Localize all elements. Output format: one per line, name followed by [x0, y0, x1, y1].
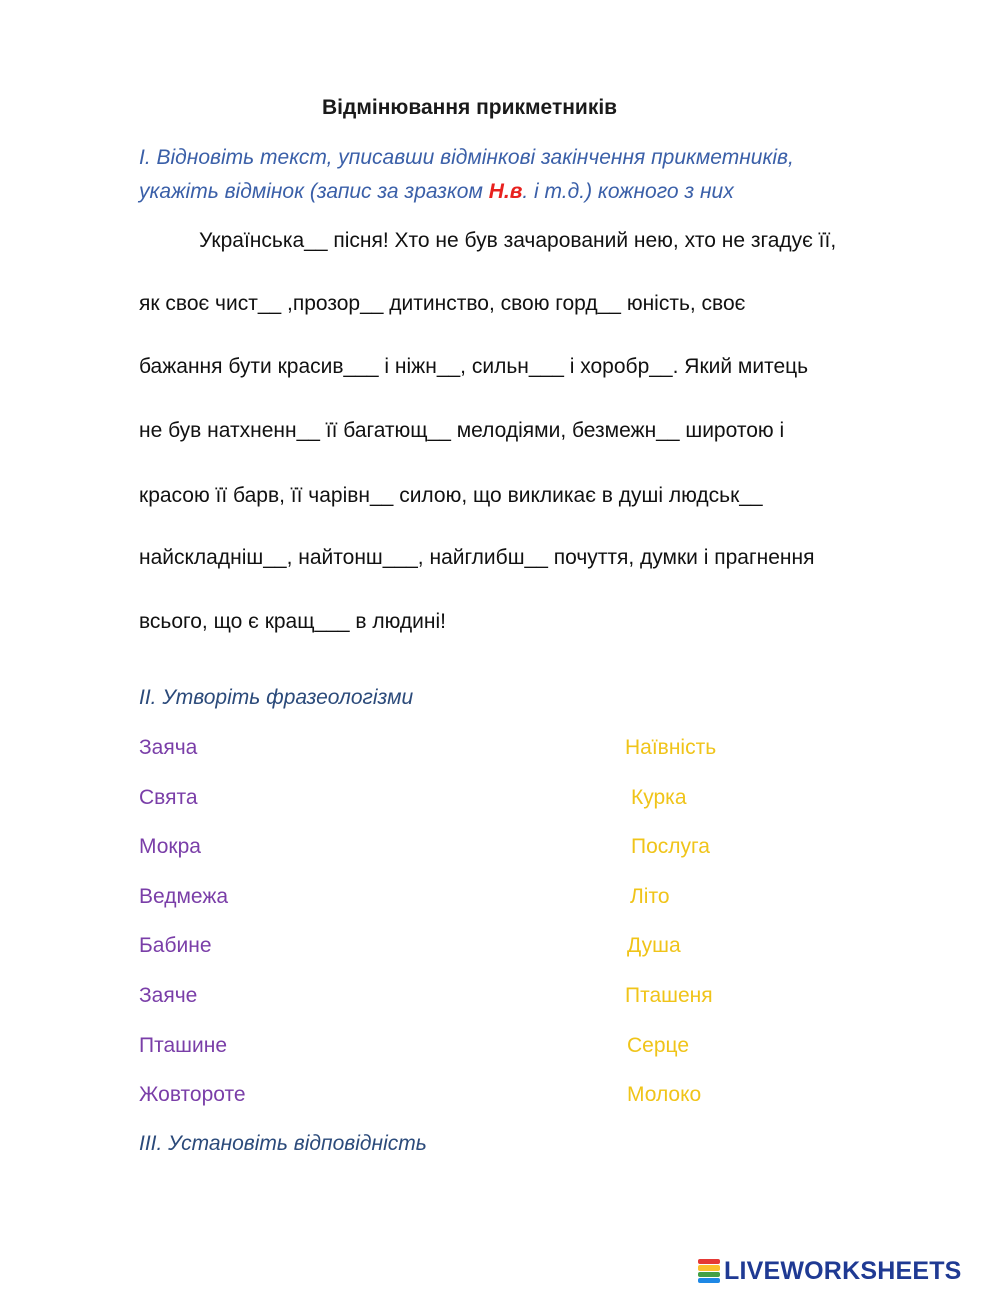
left-word: Заяча	[139, 736, 198, 759]
section2-heading: ІІ. Утворіть фразеологізми	[139, 686, 414, 709]
left-word: Заяче	[139, 984, 198, 1007]
right-word: Курка	[631, 786, 687, 809]
right-word: Душа	[627, 934, 681, 957]
liveworksheets-brand	[698, 1258, 962, 1284]
section3-heading: ІІІ. Установіть відповідність	[139, 1132, 427, 1155]
instruction-text: укажіть відмінок (запис за зразком	[139, 180, 489, 203]
section1-instruction-line2	[139, 180, 734, 204]
section1-instruction-line1: І. Відновіть текст, уписавши відмінкові закінчення прикметників,	[139, 146, 794, 169]
liveworksheets-logo-icon	[698, 1259, 720, 1283]
left-word: Свята	[139, 786, 198, 809]
instruction-text-end: . і т.д.) кожного з них	[522, 180, 734, 203]
text-line: бажання бути красив___ і ніжн__, сильн___ і хоробр__. Який митець	[139, 355, 809, 378]
right-word: Наївність	[625, 736, 717, 759]
left-word: Жовтороте	[139, 1083, 246, 1106]
right-word: Молоко	[627, 1083, 702, 1106]
text-line: як своє чист__ ,прозор__ дитинство, свою горд__ юність, своє	[139, 292, 746, 315]
brand-name: LIVEWORKSHEETS	[724, 1256, 962, 1285]
text-line: не був натхненн__ її багатющ__ мелодіями, безмежн__ широтою і	[139, 419, 785, 442]
page-title: Відмінювання прикметників	[322, 96, 618, 119]
right-word: Серце	[627, 1034, 689, 1057]
left-word: Бабине	[139, 934, 212, 957]
left-word: Ведмежа	[139, 885, 229, 908]
text-line: всього, що є кращ___ в людині!	[139, 610, 447, 633]
right-word: Пташеня	[625, 984, 713, 1007]
left-word: Мокра	[139, 835, 201, 858]
text-line: красою її барв, її чарівн__ силою, що викликає в душі людськ__	[139, 484, 763, 507]
text-line: найскладніш__, найтонш___, найглибш__ почуття, думки і прагнення	[139, 546, 815, 569]
right-word: Послуга	[631, 835, 710, 858]
text-line: Українська__ пісня! Хто не був зачарований нею, хто не згадує її,	[199, 229, 837, 252]
right-word: Літо	[630, 885, 670, 908]
example-case-highlight: Н.в	[488, 180, 523, 203]
left-word: Пташине	[139, 1034, 228, 1057]
